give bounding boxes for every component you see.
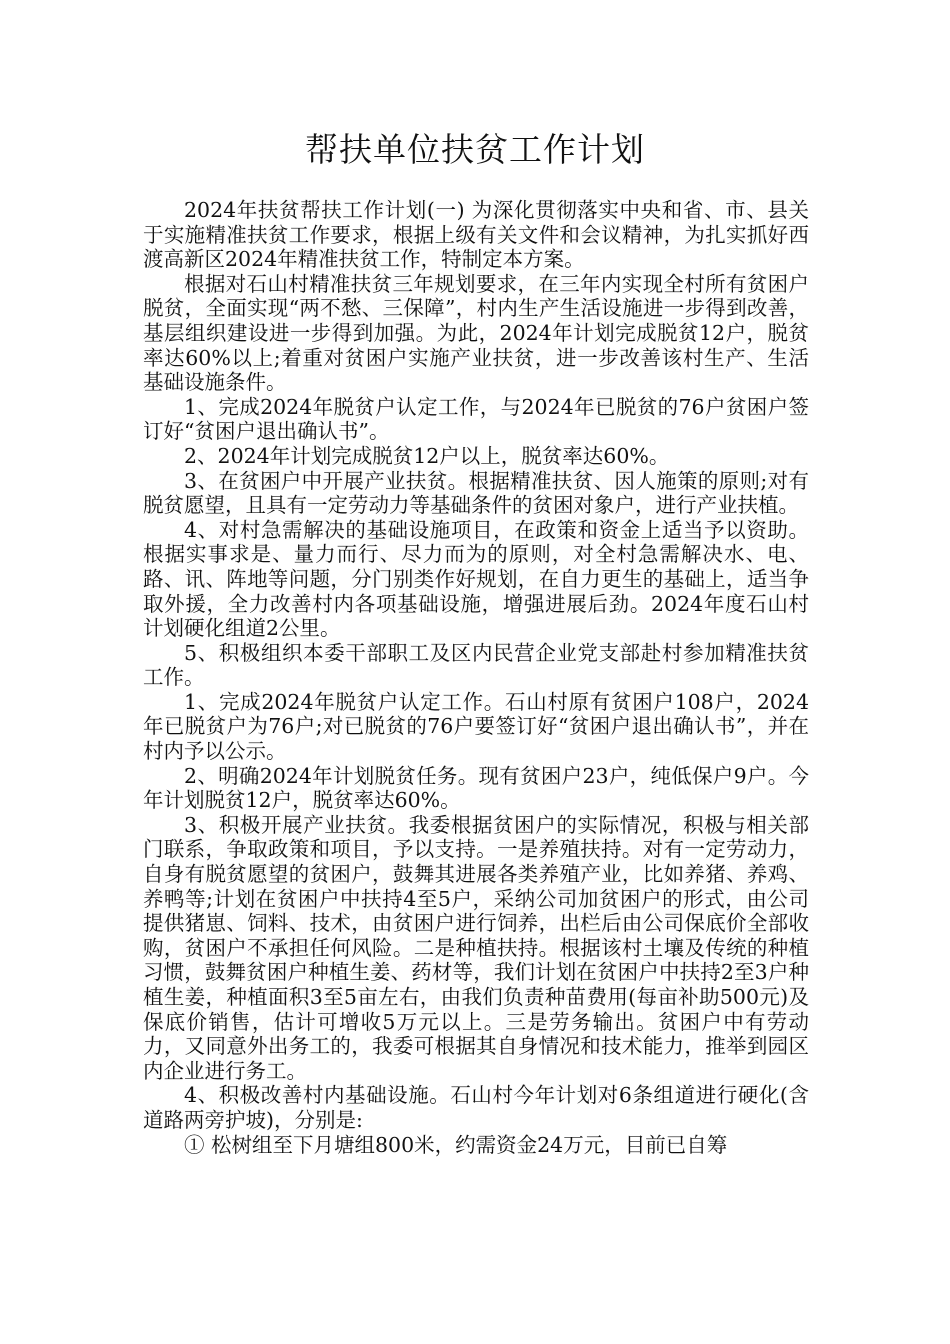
paragraph: 根据对石山村精准扶贫三年规划要求，在三年内实现全村所有贫困户脱贫，全面实现“两不愁、三保障”，村内生产生活设施进一步得到改善，基层组织建设进一步得到加强。为此，2024年计划完成脱贫12户，脱贫率达60%以上;着重对贫困户实施产业扶贫，进一步改善该村生产、生活基础设施条件。 bbox=[143, 271, 809, 395]
paragraph: 3、在贫困户中开展产业扶贫。根据精准扶贫、因人施策的原则;对有脱贫愿望，且具有一定劳动力等基础条件的贫困对象户，进行产业扶植。 bbox=[143, 468, 809, 518]
paragraph: 5、积极组织本委干部职工及区内民营企业党支部赴村参加精准扶贫工作。 bbox=[143, 640, 809, 690]
paragraph: 2、2024年计划完成脱贫12户以上，脱贫率达60%。 bbox=[184, 443, 670, 468]
paragraph: 4、积极改善村内基础设施。石山村今年计划对6条组道进行硬化(含道路两旁护坡)，分别是: bbox=[143, 1083, 809, 1132]
paragraph: 3、积极开展产业扶贫。我委根据贫困户的实际情况，积极与相关部门联系，争取政策和项目，予以支持。一是养殖扶持。对有一定劳动力，自身有脱贫愿望的贫困户，鼓舞其进展各类养殖产业，比如养猪、养鸡、养鸭等;计划在贫困户中扶持4至5户，采纳公司加贫困户的形式，由公司提供猪崽、饲料、技术，由贫困户进行饲养，出栏后由公司保底价全部收购，贫困户不承担任何风险。二是种植扶持。根据该村土壤及传统的种植习惯，鼓舞贫困户种植生姜、药材等，我们计划在贫困户中扶持2至3户种植生姜，种植面积3至5亩左右，由我们负责种苗费用(每亩补助500元)及保底价销售，估计可增收5万元以上。三是劳务输出。贫困户中有劳动力，又同意外出务工的，我委可根据其自身情况和技术能力，推举到园区内企业进行务工。 bbox=[143, 812, 809, 1083]
paragraph: 2、明确2024年计划脱贫任务。现有贫困户23户，纯低保户9户。今年计划脱贫12户，脱贫率达60%。 bbox=[143, 763, 809, 813]
paragraph: ① 松树组至下月塘组800米，约需资金24万元，目前已自筹 bbox=[184, 1132, 728, 1157]
paragraph: 1、完成2024年脱贫户认定工作，与2024年已脱贫的76户贫困户签订好“贫困户退出确认书”。 bbox=[143, 394, 809, 444]
paragraph: 2024年扶贫帮扶工作计划(一) 为深化贯彻落实中央和省、市、县关于实施精准扶贫工作要求，根据上级有关文件和会议精神，为扎实抓好西渡高新区2024年精准扶贫工作，特制定本方案。 bbox=[143, 198, 809, 272]
document-title: 帮扶单位扶贫工作计划 bbox=[305, 130, 645, 169]
document-body bbox=[143, 198, 809, 1157]
paragraph: 4、对村急需解决的基础设施项目，在政策和资金上适当予以资助。根据实事求是、量力而行、尽力而为的原则，对全村急需解决水、电、路、讯、阵地等问题，分门别类作好规划，在自力更生的基础上，适当争取外援，全力改善村内各项基础设施，增强进展后劲。2024年度石山村计划硬化组道2公里。 bbox=[143, 517, 809, 641]
paragraph: 1、完成2024年脱贫户认定工作。石山村原有贫困户108户，2024年已脱贫户为76户;对已脱贫的76户要签订好“贫困户退出确认书”，并在村内予以公示。 bbox=[143, 689, 809, 764]
